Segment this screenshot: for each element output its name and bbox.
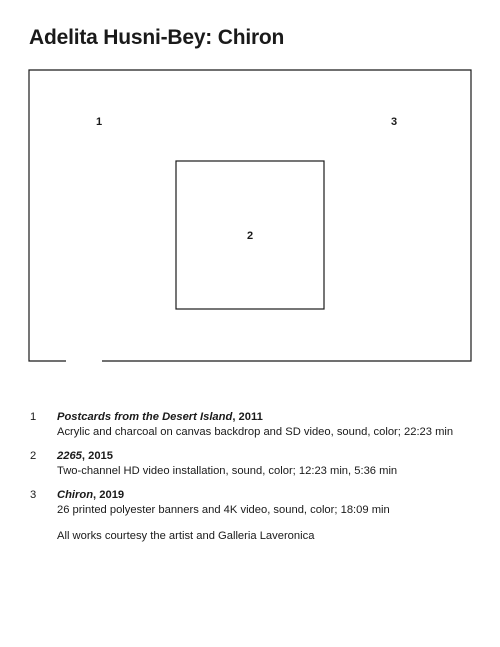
work-title: 2265 xyxy=(57,450,82,462)
work-description: Two-channel HD video installation, sound, color; 12:23 min, 5:36 min xyxy=(57,465,398,477)
work-description: 26 printed polyester banners and 4K video, sound, color; 18:09 min xyxy=(57,504,390,516)
work-year: , 2015 xyxy=(81,450,113,462)
list-item xyxy=(30,449,480,479)
plan-label-2: 2 xyxy=(246,230,254,242)
work-title: Postcards from the Desert Island xyxy=(57,411,233,423)
work-year: , 2011 xyxy=(232,411,263,423)
works-list xyxy=(30,410,480,527)
list-item xyxy=(30,410,480,440)
work-number: 1 xyxy=(30,411,37,423)
courtesy-note: All works courtesy the artist and Galleria Laveronica xyxy=(57,530,315,542)
plan-label-1: 1 xyxy=(95,116,103,128)
work-title: Chiron xyxy=(57,489,94,501)
room-outline xyxy=(29,70,471,361)
page-title: Adelita Husni-Bey: Chiron xyxy=(29,26,285,49)
plan-label-3: 3 xyxy=(390,116,398,128)
work-description: Acrylic and charcoal on canvas backdrop and SD video, sound, color; 22:23 min xyxy=(57,426,454,438)
work-number: 3 xyxy=(30,489,37,501)
list-item xyxy=(30,488,480,518)
work-year: , 2019 xyxy=(93,489,125,501)
work-number: 2 xyxy=(30,450,37,462)
